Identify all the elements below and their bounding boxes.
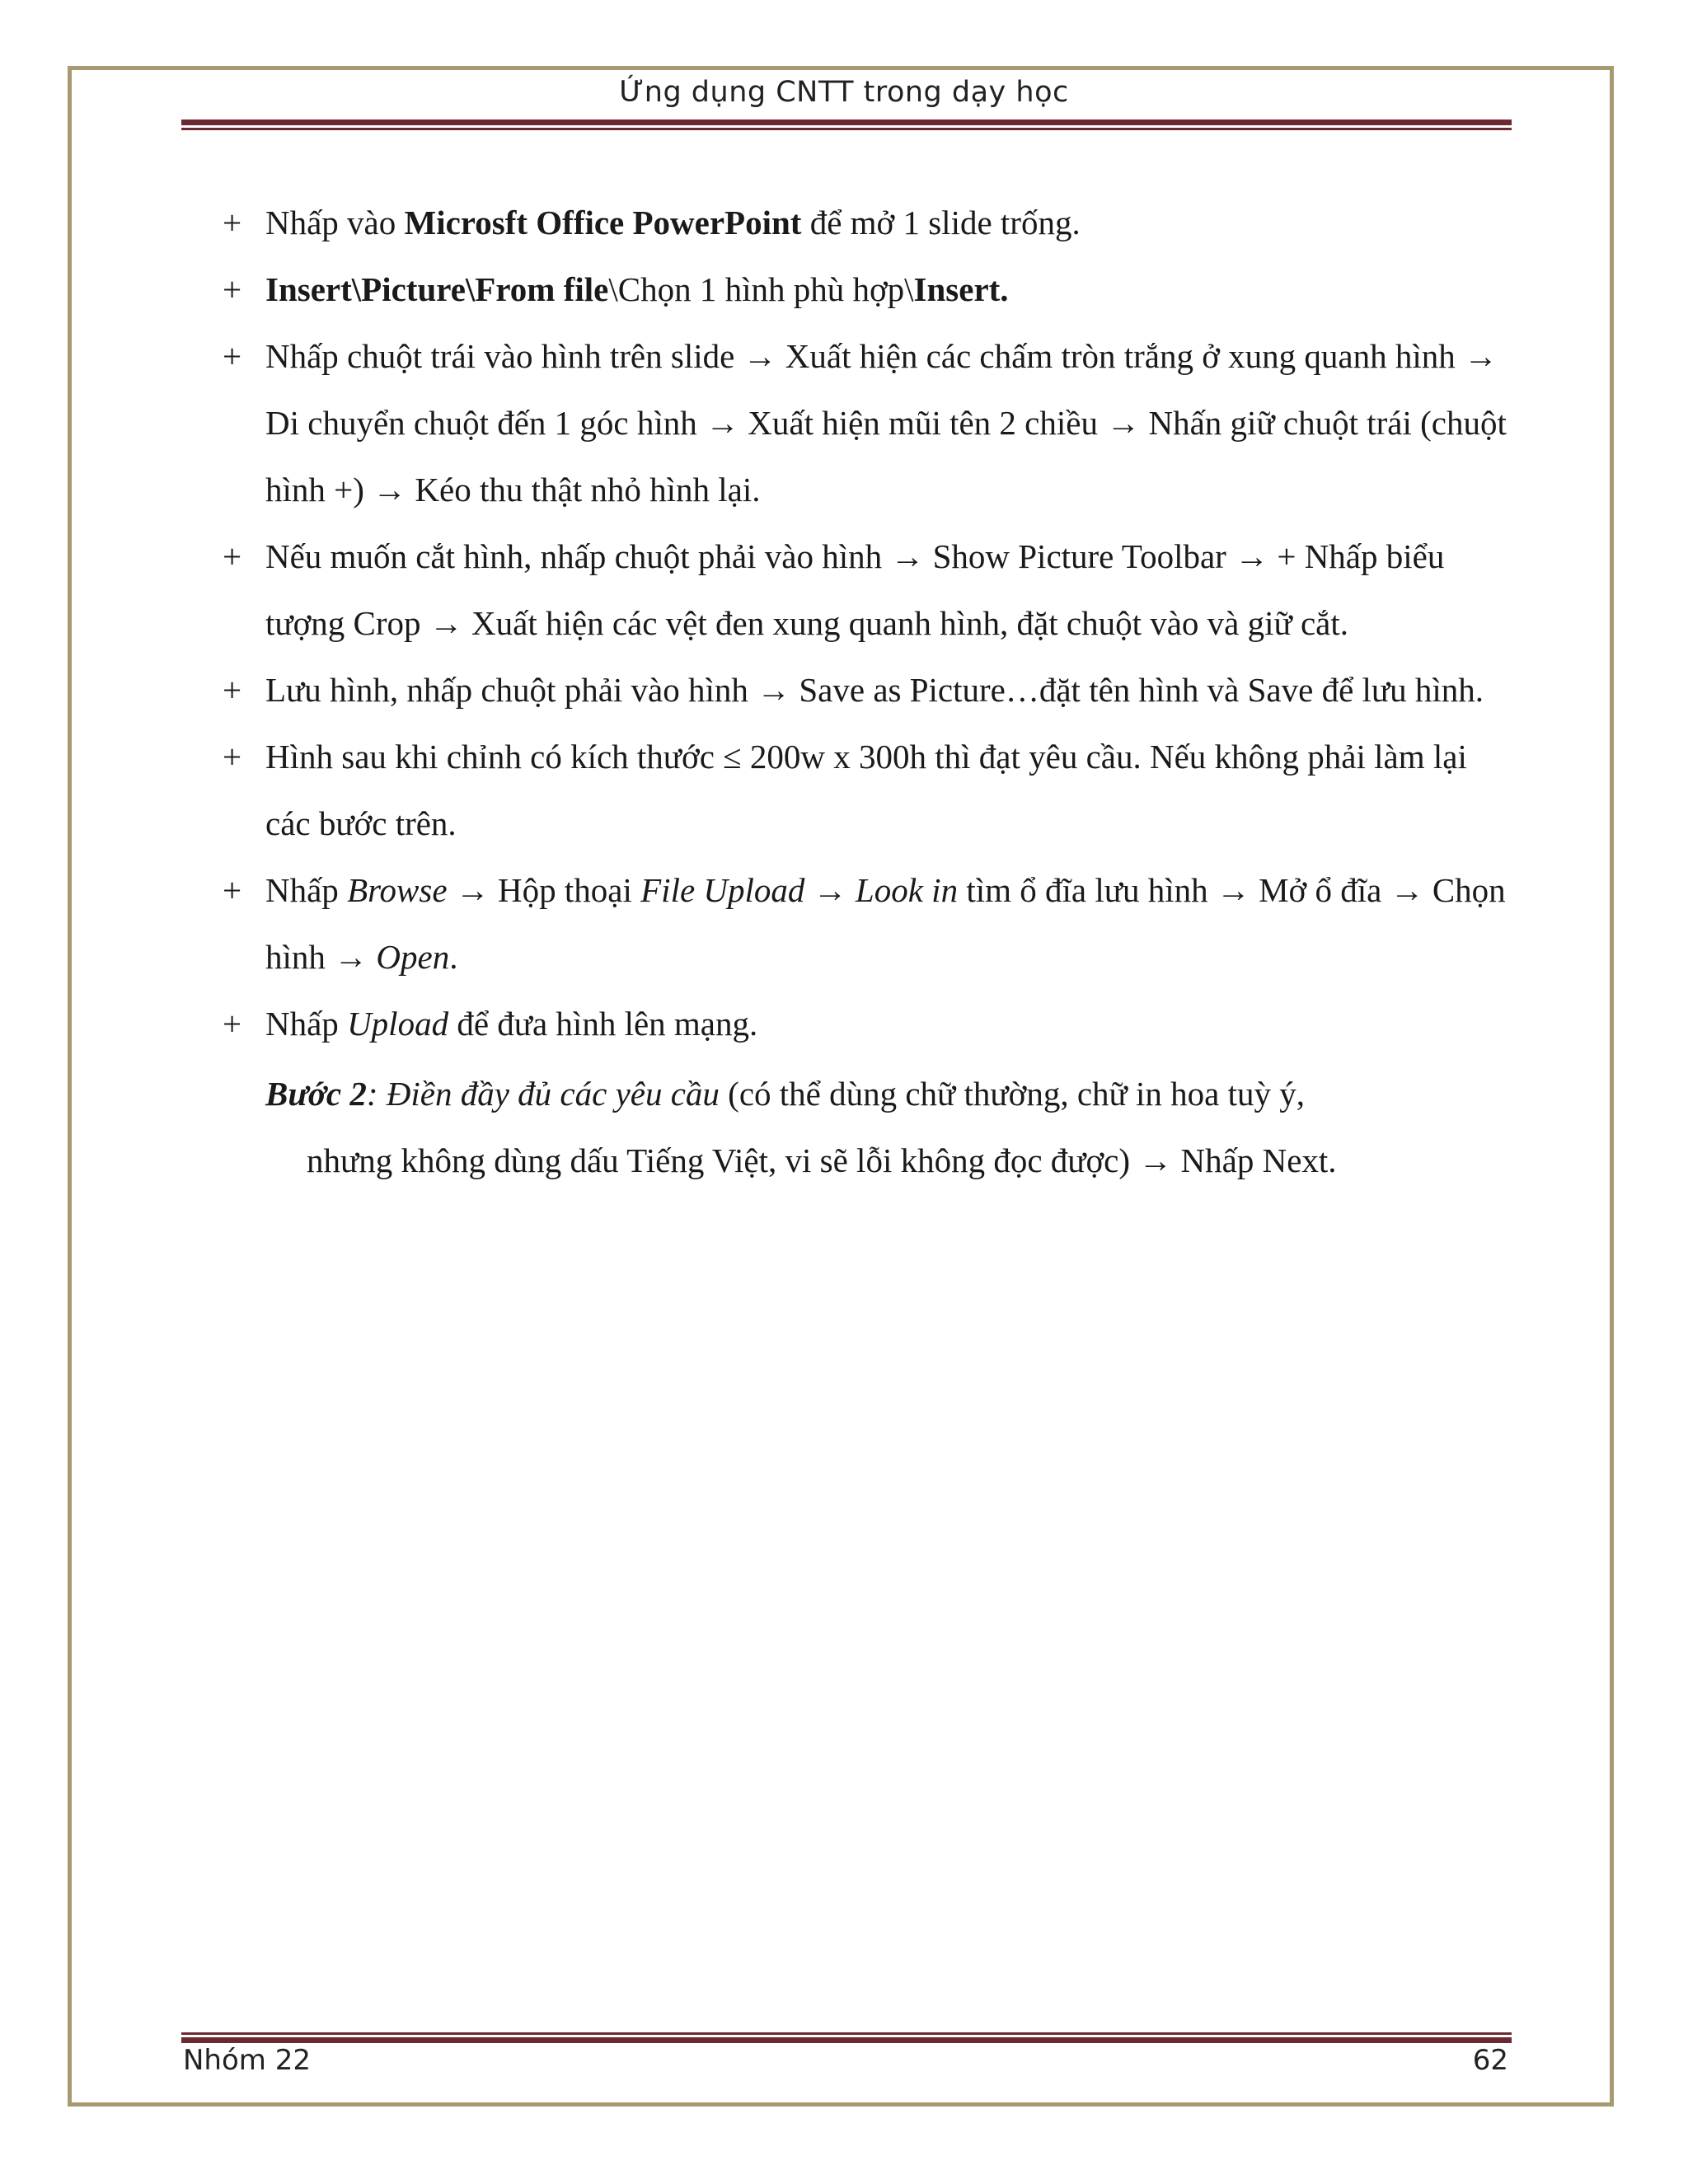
list-item: + Insert\Picture\From file\Chọn 1 hình phù hợp\Insert.: [223, 256, 1508, 323]
header-title: Ứng dụng CNTT trong dạy học: [619, 76, 1069, 109]
bullet-plus: +: [223, 871, 242, 909]
page-number: 62: [1472, 2044, 1508, 2077]
step-2-paragraph: Bước 2: Điền đầy đủ các yêu cầu (có thể dùng chữ thường, chữ in hoa tuỳ ý, nhưng không dùng dấu Tiếng Việt, vi sẽ lỗi không đọc được) → Nhấp Next.: [265, 1075, 1337, 1179]
list-item: + Nếu muốn cắt hình, nhấp chuột phải vào hình → Show Picture Toolbar → + Nhấp biểu tượng Crop → Xuất hiện các vệt đen xung quanh hình, đặt chuột vào và giữ cắt.: [223, 523, 1508, 657]
list-item: + Nhấp Upload để đưa hình lên mạng.: [223, 991, 1508, 1057]
list-item: + Lưu hình, nhấp chuột phải vào hình → Save as Picture…đặt tên hình và Save để lưu hình.: [223, 657, 1508, 724]
bullet-plus: +: [223, 671, 242, 709]
footer-group: Nhóm 22: [183, 2044, 311, 2077]
bullet-plus: +: [223, 1005, 242, 1043]
list-item: + Nhấp vào Microsft Office PowerPoint để mở 1 slide trống.: [223, 190, 1508, 256]
document-body: [223, 190, 1508, 1194]
bullet-plus: +: [223, 270, 242, 308]
bullet-plus: +: [223, 337, 242, 375]
footer-rule: [181, 2032, 1512, 2043]
bullet-plus: +: [223, 204, 242, 241]
bullet-plus: +: [223, 537, 242, 575]
step-2-title: : Điền đầy đủ các yêu cầu: [366, 1075, 720, 1113]
list-item: + Nhấp chuột trái vào hình trên slide → Xuất hiện các chấm tròn trắng ở xung quanh hình → Di chuyển chuột đến 1 góc hình → Xuất hiện mũi tên 2 chiều → Nhấn giữ chuột trái (chuột hình +) → Kéo thu thật nhỏ hình lại.: [223, 323, 1508, 523]
list-item: + Nhấp Browse → Hộp thoại File Upload → Look in tìm ổ đĩa lưu hình → Mở ổ đĩa → Chọn hình → Open.: [223, 857, 1508, 991]
step-2-label: Bước 2: [265, 1075, 367, 1113]
bullet-plus: +: [223, 738, 242, 776]
header-rule: [181, 120, 1512, 130]
list-item: + Hình sau khi chỉnh có kích thước ≤ 200w x 300h thì đạt yêu cầu. Nếu không phải làm lại các bước trên.: [223, 724, 1508, 857]
